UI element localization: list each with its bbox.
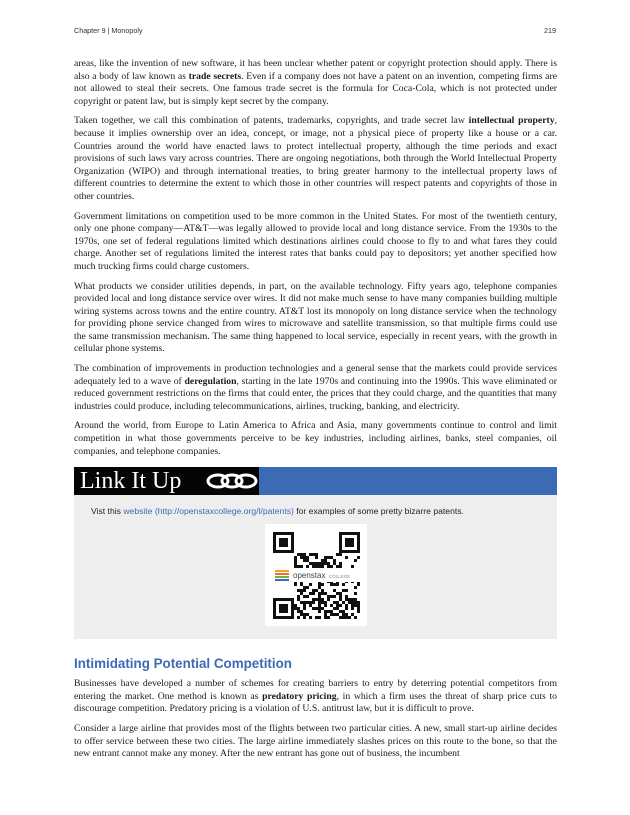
patents-website-link[interactable]: website (http://openstaxcollege.org/l/patents) [123,506,294,517]
text-run: , in which a firm uses the threat of sharp price cuts to discourage competition. Predatory pricing is a violation of U.S. antitrust law, but it is difficult to prove. [74,690,557,715]
text-run: Around the world, from Europe to Latin America to Africa and Asia, many governments continue to control and limit competition in what those governments perceive to be key industries, including airlines, banks, steel companies, oil companies, and telephone companies. [74,420,557,457]
text-run: , because it implies ownership over an idea, concept, or image, not a physical piece of property like a house or a car. Countries around the world have enacted laws to protect intellectual property, although the time periods and exact provisions of such laws vary across countries. There are ongoing negotiations, both through the World Intellectual Property Organization (WIPO) and through international treaties, to bring greater harmony to the intellectual property laws of different countries to determine the extent to which those in other countries will respect patents and copyrights of those in other countries. [74,115,557,202]
bold-term: predatory pricing [262,690,337,702]
qr-brand-suffix: COLLEGE [329,574,351,580]
text-run: Consider a large airline that provides most of the flights between two particular cities. A new, small start-up airline decides to offer service between these two cities. The large airline immediately slashes prices on this route to the bone, so that the new entrant cannot make any money. After the new entrant has gone out of business, the incumbent [74,723,557,760]
page-header [74,26,556,38]
paragraph [74,723,557,761]
chain-link-icon [204,470,264,492]
text-run: areas, like the invention of new software, it has been unclear whether patent or copyright protection should apply. There is also a body of law known as [74,58,557,82]
text-run: What products we consider utilities depends, in part, on the available technology. Fifty years ago, telephone companies provided local and long distance service over wires. It did not make much sense to have many companies building multiple wiring systems across towns and the entire country. AT&T lost its monopoly on long distance service when the technology for providing phone service changed from wires to microwave and satellite transmission, so that multiple firms could use the same transmission mechanism. The same thing happened to local service, especially in recent years, with the growth in cellular phone systems. [74,280,557,355]
text-run: . Even if a company does not have a patent on an invention, competing firms are not allowed to steal their secrets. One famous trade secret is the formula for Coca-Cola, which is not protected under copyright or patent law, but is simply kept secret by the company. [74,70,557,107]
paragraph [74,58,557,108]
page-content [74,58,557,768]
text-run: The combination of improvements in production technologies and a general sense that the markets could provide services adequately led to a wave of [74,363,557,387]
section-title: Intimidating Potential Competition [74,656,292,672]
text-run: Government limitations on competition used to be more common in the United States. For most of the twentieth century, only one phone company—AT&T—was legally allowed to provide local and long distance service. From the 1930s to the 1970s, one set of federal regulations limited which destinations airlines could choose to fly to and what fares they could charge. Another set of regulations limited the interest rates that banks could pay to depositors; yet another specified how much trucking firms could charge customers. [74,210,557,272]
bold-term: intellectual property [468,115,555,127]
visit-suffix: for examples of some pretty bizarre patents. [293,506,464,517]
text-run: Businesses have developed a number of schemes for creating barriers to entry by deterring potential competitors from entering the market. One method is known as [74,678,557,702]
paragraph [74,115,557,203]
visit-prefix: Vist this [91,506,124,517]
qr-code[interactable] [265,524,367,626]
qr-brand-text: openstax [293,571,326,581]
text-run: , starting in the late 1970s and continuing into the 1990s. This wave eliminated or reduced government restrictions on the firms that could enter, the prices that they could charge, and the quantities that many industries could produce, including telecommunications, airlines, trucking, banking, and electricity. [74,375,557,412]
paragraph [74,211,557,274]
link-it-up-title-text: Link It Up [80,468,182,495]
text-run: Taken together, we call this combination of patents, trademarks, copyrights, and trade secret law [74,115,469,127]
paragraph [74,420,557,458]
bold-term: trade secrets [188,70,242,82]
chapter-label: Chapter 9 | Monopoly [74,26,143,35]
link-it-up-bar [74,467,557,495]
paragraph [74,678,557,716]
qr-code-image [265,524,367,626]
page-number: 219 [544,26,556,35]
visit-line [91,505,464,518]
paragraph [74,281,557,357]
link-it-up-box [74,467,557,639]
paragraph [74,363,557,413]
bold-term: deregulation [184,375,237,387]
